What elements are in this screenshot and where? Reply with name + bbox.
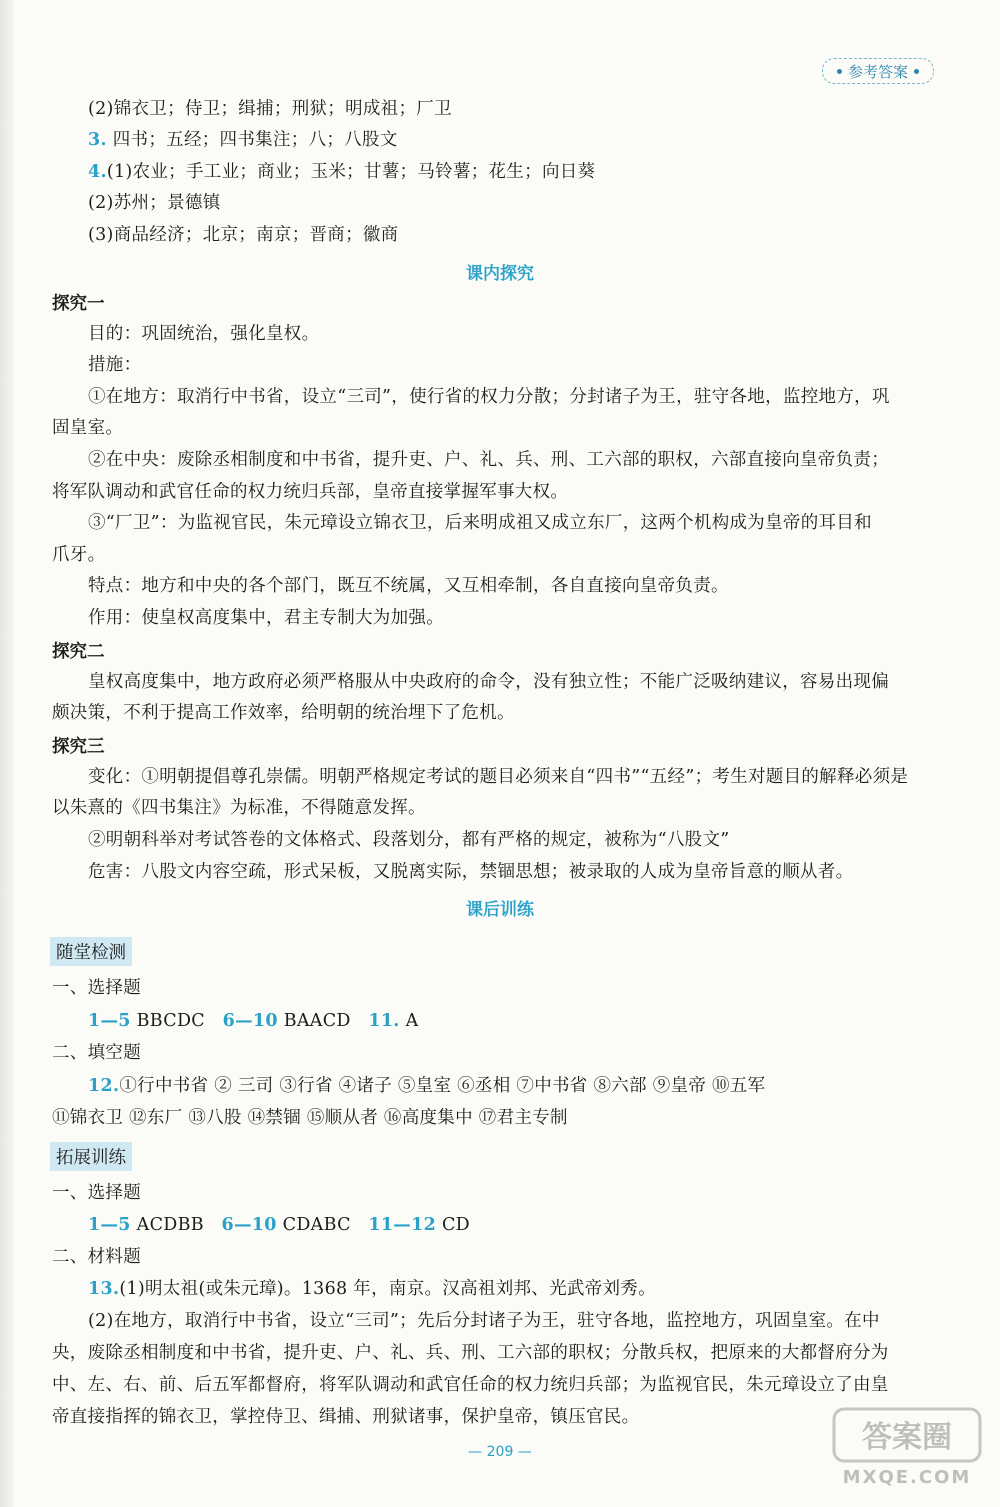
question-type-heading: 二、材料题 bbox=[52, 1247, 141, 1267]
question-range: 1—5 bbox=[88, 1215, 131, 1235]
text-line: 以朱熹的《四书集注》为标准，不得随意发挥。 bbox=[52, 798, 426, 818]
text-line: 目的：巩固统治，强化皇权。 bbox=[88, 324, 320, 344]
answer-text: (1)农业；手工业；商业；玉米；甘薯；马铃薯；花生；向日葵 bbox=[106, 162, 596, 182]
material-answer bbox=[88, 1277, 656, 1301]
text-line: 固皇室。 bbox=[52, 418, 124, 438]
section-title-after-class: 课后训练 bbox=[466, 900, 534, 920]
question-range: 1—5 bbox=[88, 1011, 131, 1031]
explore-heading-1: 探究一 bbox=[52, 294, 105, 314]
question-type-heading: 一、选择题 bbox=[52, 1183, 141, 1203]
svg-text:MXQE.COM: MXQE.COM bbox=[842, 1467, 972, 1488]
material-answer: (2)在地方，取消行中书省，设立“三司”；先后分封诸子为王，驻守各地，监控地方，巩固皇室。在中 bbox=[88, 1311, 880, 1331]
fill-answers bbox=[88, 1074, 765, 1098]
material-answer-text: (1)明太祖(或朱元璋)。1368 年，南京。汉高祖刘邦、光武帝刘秀。 bbox=[119, 1279, 656, 1299]
text-line: ②明朝科举对考试答卷的文体格式、段落划分，都有严格的规定，被称为“八股文” bbox=[88, 830, 730, 850]
page-number-value: 209 bbox=[486, 1444, 514, 1460]
answer-text: 四书；五经；四书集注；八；八股文 bbox=[112, 130, 398, 150]
material-answer: 帝直接指挥的锦衣卫，掌控侍卫、缉捕、刑狱诸事，保护皇帝，镇压官民。 bbox=[52, 1407, 640, 1427]
choice-answers bbox=[88, 1009, 419, 1033]
question-number: 13. bbox=[88, 1279, 120, 1299]
text-line: 变化：①明朝提倡尊孔崇儒。明朝严格规定考试的题目必须来自“四书”“五经”；考生对题目的解释必须是 bbox=[88, 767, 909, 787]
reference-answer-label: 参考答案 bbox=[847, 62, 908, 81]
question-number: 12. bbox=[88, 1076, 120, 1096]
page-number: — 209 — bbox=[468, 1444, 532, 1460]
quiz-tab-label: 随堂检测 bbox=[50, 937, 132, 966]
choice-answer: A bbox=[405, 1011, 419, 1031]
text-line: 危害：八股文内容空疏，形式呆板，又脱离实际，禁锢思想；被录取的人成为皇帝旨意的顺从者。 bbox=[88, 862, 854, 882]
material-answer: 央，废除丞相制度和中书省，提升吏、户、礼、兵、刑、工六部的职权；分散兵权，把原来的大都督府分为 bbox=[52, 1343, 889, 1363]
explore-heading-3: 探究三 bbox=[52, 737, 105, 757]
answer-line bbox=[88, 128, 398, 152]
choice-answers bbox=[88, 1213, 470, 1237]
explore-heading-2: 探究二 bbox=[52, 642, 105, 662]
choice-answer: BBCDC bbox=[136, 1011, 205, 1031]
question-type-heading: 一、选择题 bbox=[52, 978, 141, 998]
answer-line: (3)商品经济；北京；南京；晋商；徽商 bbox=[88, 225, 399, 245]
text-line: 措施： bbox=[88, 355, 142, 375]
text-line: 颇决策，不利于提高工作效率，给明朝的统治埋下了危机。 bbox=[52, 703, 515, 723]
text-line: 作用：使皇权高度集中，君主专制大为加强。 bbox=[88, 608, 444, 628]
question-range: 6—10 bbox=[222, 1011, 278, 1031]
answer-line bbox=[88, 160, 595, 184]
choice-answer: ACDBB bbox=[136, 1215, 204, 1235]
dot-icon bbox=[837, 69, 842, 74]
choice-answer: CDABC bbox=[282, 1215, 351, 1235]
text-line: ②在中央：废除丞相制度和中书省，提升吏、户、礼、兵、刑、工六部的职权，六部直接向皇帝负责； bbox=[88, 450, 889, 470]
reference-answer-tag bbox=[822, 58, 934, 84]
choice-answer: BAACD bbox=[283, 1011, 351, 1031]
question-range: 11—12 bbox=[368, 1215, 437, 1235]
text-line: 皇权高度集中，地方政府必须严格服从中央政府的命令，没有独立性；不能广泛吸纳建议，容易出现偏 bbox=[88, 672, 889, 692]
question-range: 11. bbox=[368, 1011, 400, 1031]
svg-text:答案圈: 答案圈 bbox=[862, 1420, 952, 1455]
question-number: 3. bbox=[88, 130, 107, 150]
text-line: 将军队调动和武官任命的权力统归兵部，皇帝直接掌握军事大权。 bbox=[52, 482, 569, 502]
choice-answer: CD bbox=[441, 1215, 470, 1235]
text-line: 特点：地方和中央的各个部门，既互不统属，又互相牵制，各自直接向皇帝负责。 bbox=[88, 576, 729, 596]
fill-answers: ⑪锦衣卫 ⑫东厂 ⑬八股 ⑭禁锢 ⑮顺从者 ⑯高度集中 ⑰君主专制 bbox=[52, 1108, 568, 1128]
question-type-heading: 二、填空题 bbox=[52, 1043, 141, 1063]
question-range: 6—10 bbox=[221, 1215, 277, 1235]
fill-answer-text: ①行中书省 ② 三司 ③行省 ④诸子 ⑤皇室 ⑥丞相 ⑦中书省 ⑧六部 ⑨皇帝 ⑩五军 bbox=[119, 1076, 766, 1096]
dot-icon bbox=[914, 69, 919, 74]
text-line: 爪牙。 bbox=[52, 545, 106, 565]
section-title-inclass: 课内探究 bbox=[466, 264, 534, 284]
text-line: ①在地方：取消行中书省，设立“三司”，使行省的权力分散；分封诸子为王，驻守各地，监控地方，巩 bbox=[88, 387, 890, 407]
answer-line: (2)苏州；景德镇 bbox=[88, 193, 221, 213]
extend-tab-label: 拓展训练 bbox=[50, 1142, 132, 1171]
watermark-logo bbox=[832, 1407, 982, 1489]
page-binding-edge bbox=[0, 0, 14, 1507]
answer-line: (2)锦衣卫；侍卫；缉捕；刑狱；明成祖；厂卫 bbox=[88, 99, 452, 119]
text-line: ③“厂卫”：为监视官民，朱元璋设立锦衣卫，后来明成祖又成立东厂，这两个机构成为皇帝的耳目和 bbox=[88, 513, 872, 533]
question-number: 4. bbox=[88, 162, 107, 182]
material-answer: 中、左、右、前、后五军都督府，将军队调动和武官任命的权力统归兵部；为监视官民，朱元璋设立了由皇 bbox=[52, 1375, 889, 1395]
